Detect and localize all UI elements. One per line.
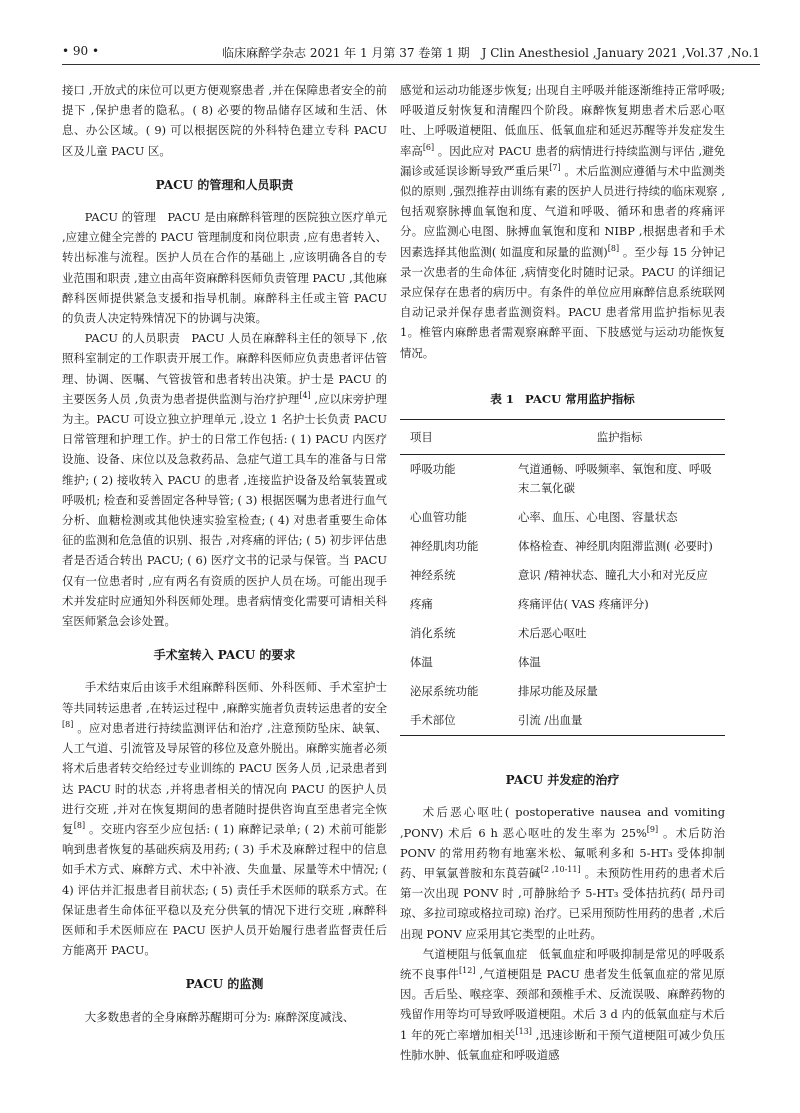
paragraph-continued: 接口 ,开放式的床位可以更方便观察患者 ,并在保障患者安全的前提下 ,保护患者的隐私。( 8) 必要的物品储存区域和生活、休息、办公区域。( 9) 可以根据医院的外科特色建立专科 PACU 区及儿童 PACU 区。: [62, 83, 387, 158]
citation-ref: [9]: [646, 824, 659, 834]
cell-item: 泌尿系统功能: [410, 684, 479, 699]
citation-ref: [7]: [549, 163, 561, 173]
cell-indicator: 体格检查、神经肌肉阻滞监测( 必要时): [518, 539, 713, 554]
cell-item: 神经系统: [410, 568, 456, 583]
citation-ref: [8]: [607, 243, 620, 253]
cell-item: 疼痛: [410, 597, 433, 612]
paragraph-staff-duties: PACU 的人员职责 PACU 人员在麻醉科主任的领导下 ,依照科室制定的工作职责开展工作。麻醉科医师应负责患者评估管理、协调、医嘱、气管拔管和患者转出决策。护士是 PACU 的主要医务人员 ,负责为患者提供监测与治疗护理[4] ,应以床旁护理为主。PACU 可设立独立护理单元 ,设立 1 名护士长负责 PACU 日常管理和护理工作。护士的日常工作包括: ( 1) PACU 内医疗设施、设备、床位以及急救药品、急症气道工具车的准备与日常维护; ( 2) 接收转入 PACU 的患者 ,连接监护设备及给氧装置或呼吸机; 检查和妥善固定各种导管; ( 3) 根据医嘱为患者进行血气分析、血糖检测或其他快速实验室检查; ( 4) 对患者重要生命体征的监测和危急值的识别、报告 ,对疼痛的评估; ( 5) 初步评估患者是否适合转出 PACU; ( 6) 医疗文书的记录与保管。当 PACU 仅有一位患者时 ,应有两名有资质的医护人员在场。可能出现手术并发症时应通知外科医师处理。患者病情变化需要可请相关科室医师紧急会诊处置。: [62, 331, 387, 629]
table-row: [400, 677, 725, 706]
cell-indicator: 意识 /精神状态、瞳孔大小和对光反应: [518, 568, 708, 583]
cell-indicator: 排尿功能及尿量: [518, 684, 598, 699]
table-row: [400, 532, 725, 561]
table-row: [400, 455, 725, 504]
running-header: [62, 42, 760, 65]
table-header-row: [400, 420, 725, 455]
cell-indicator: 气道通畅、呼吸频率、氧饱和度、呼吸末二氧化碳: [518, 462, 712, 496]
table-title: PACU 常用监护指标: [524, 391, 635, 406]
header-item: 项目: [410, 430, 433, 445]
table-row: [400, 619, 725, 648]
citation-ref: [8]: [62, 720, 74, 730]
cell-item: 消化系统: [410, 626, 456, 641]
citation-ref: [4]: [299, 391, 311, 401]
monitoring-table: [400, 419, 725, 736]
cell-item: 手术部位: [410, 713, 456, 728]
run-in-heading-airway: 气道梗阻与低氧血症: [422, 946, 528, 961]
cell-indicator: 体温: [518, 655, 541, 670]
cell-item: 体温: [410, 655, 433, 670]
table-row: [400, 561, 725, 590]
left-column: [62, 80, 387, 1027]
table-row: [400, 503, 725, 532]
citation-ref: [13]: [515, 1026, 532, 1036]
citation-ref: [2 ,10-11]: [540, 865, 581, 875]
citation-ref: [6]: [422, 142, 435, 152]
section-heading-duties: PACU 的管理和人员职责: [155, 177, 294, 192]
section-heading-complications: PACU 并发症的治疗: [505, 773, 620, 788]
journal-citation-line: 临床麻醉学杂志 2021 年 1 月第 37 卷第 1 期 J Clin Anesthesiol ,January 2021 ,Vol.37 ,No.1: [222, 46, 760, 60]
paragraph-ponv: 术后恶心呕吐( postoperative nausea and vomiting ,PONV) 术后 6 h 恶心呕吐的发生率为 25%[9] 。术后防治 PONV 的常用药物有地塞米松、氟哌利多和 5-HT₃ 受体抑制药、甲氧氯普胺和东莨菪碱[2 ,10-11] 。未预防性用药的患者术后第一次出现 PONV 时 ,可静脉给予 5-HT₃ 受体拮抗药( 昂丹司琼、多拉司琼或格拉司琼) 治疗。已采用预防性用药的患者 ,术后出现 PONV 应采用其它类型的止吐药。: [400, 805, 725, 941]
right-column: [400, 80, 725, 1065]
cell-indicator: 术后恶心呕吐: [518, 626, 587, 641]
citation-ref: [8]: [73, 821, 86, 831]
paragraph-monitoring-continued: 感觉和运动功能逐步恢复; 出现自主呼吸并能逐渐维持正常呼吸; 呼吸道反射恢复和清醒四个阶段。麻醉恢复期患者术后恶心呕吐、上呼吸道梗阻、低血压、低氧血症和延迟苏醒等并发症发生率高[6] 。因此应对 PACU 患者的病情进行持续监测与评估 ,避免漏诊或延误诊断导致严重后果[7] 。术后监测应遵循与术中监测类似的原则 ,强烈推荐由训练有素的医护人员进行持续的临床观察 ,包括观察脉搏血氧饱和度、气道和呼吸、循环和患者的疼痛评分。应监测心电图、脉搏血氧饱和度和 NIBP ,根据患者和手术因素选择其他监测( 如温度和尿量的监测)[8] 。至少每 15 分钟记录一次患者的生命体征 ,病情变化时随时记录。PACU 的详细记录应保存在患者的病历中。有条件的单位应用麻醉信息系统联网自动记录并保存患者监测资料。PACU 患者常用监护指标见表 1。椎管内麻醉患者需观察麻醉平面、下肢感觉与运动功能恢复情况。: [400, 83, 726, 360]
cell-item: 神经肌肉功能: [410, 539, 479, 554]
table-row: [400, 706, 725, 736]
paragraph-airway: 气道梗阻与低氧血症 低氧血症和呼吸抑制是常见的呼吸系统不良事件[12] ,气道梗阻是 PACU 患者发生低氧血症的常见原因。舌后坠、喉痉挛、颈部和颈椎手术、反流误吸、麻醉药物的残留作用等均可导致呼吸道梗阻。术后 3 d 内的低氧血症与术后 1 年的死亡率增加相关[13] ,迅速诊断和干预气道梗阻可减少负压性肺水肿、低氧血症和呼吸道感: [400, 946, 725, 1062]
run-in-heading-management: PACU 的管理: [84, 210, 156, 225]
table-row: [400, 590, 725, 619]
section-heading-transfer: 手术室转入 PACU 的要求: [153, 648, 296, 663]
header-indicator: 监护指标: [596, 430, 643, 445]
cell-item: 呼吸功能: [410, 462, 456, 477]
cell-indicator: 心率、血压、心电图、容量状态: [518, 510, 678, 525]
section-heading-monitoring: PACU 的监测: [185, 977, 264, 992]
cell-item: 心血管功能: [410, 510, 467, 525]
paragraph-management: PACU 的管理 PACU 是由麻醉科管理的医院独立医疗单元 ,应建立健全完善的 PACU 管理制度和岗位职责 ,应有患者转入、转出标准与流程。医护人员在合作的基础上 ,应该明确各自的专业范围和职责 ,建立由高年资麻醉科医师负责管理 PACU ,其他麻醉科医师提供紧急支援和指导机制。麻醉科主任或主管 PACU 的负责人决定特殊情况下的协调与决策。: [62, 210, 388, 326]
cell-indicator: 引流 /出血量: [518, 713, 583, 728]
paragraph-monitoring-start: 大多数患者的全身麻醉苏醒期可分为: 麻醉深度减浅、: [84, 1009, 355, 1024]
table-number: 表 1: [490, 391, 514, 406]
citation-ref: [12]: [459, 966, 476, 976]
run-in-heading-staff: PACU 的人员职责: [84, 331, 180, 346]
page-number: • 90 •: [62, 44, 100, 58]
table-caption: [400, 389, 725, 409]
table-row: [400, 648, 725, 677]
cell-indicator: 疼痛评估( VAS 疼痛评分): [518, 597, 649, 612]
paragraph-transfer: 手术结束后由该手术组麻醉科医师、外科医师、手术室护士等共同转运患者 ,在转运过程中 ,麻醉实施者负责转运患者的安全[8] 。应对患者进行持续监测评估和治疗 ,注意预防坠床、缺氧、人工气道、引流管及导尿管的移位及意外脱出。麻醉实施者必须将术后患者转交给经过专业训练的 PACU 医务人员 ,记录患者到达 PACU 时的状态 ,并将患者相关的情况向 PACU 的医护人员进行交班 ,并对在恢复期间的患者随时提供咨询直至患者完全恢复[8] 。交班内容至少应包括: ( 1) 麻醉记录单; ( 2) 术前可能影响到患者恢复的基础疾病及用药; ( 3) 手术及麻醉过程中的信息如手术方式、麻醉方式、术中补液、失血量、尿量等术中情况; ( 4) 评估并汇报患者目前状态; ( 5) 责任手术医师的联系方式。在保证患者生命体征平稳以及充分供氧的情况下进行交班 ,麻醉科医师和手术医师应在 PACU 医护人员开始履行患者监督责任后方能离开 PACU。: [62, 680, 387, 958]
